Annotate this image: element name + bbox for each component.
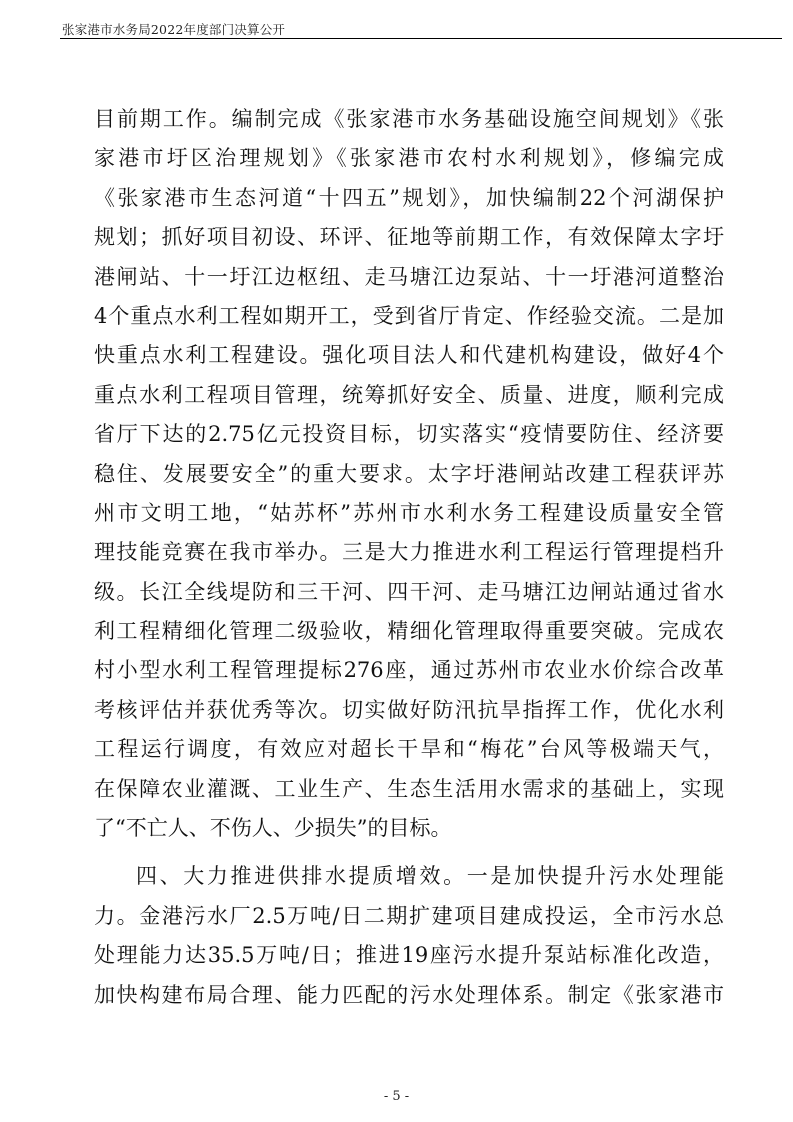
text-line: 四、大力推进供排水提质增效。一是加快提升污水处理能	[136, 864, 724, 889]
text-line: 4个重点水利工程如期开工，受到省厅肯定、作经验交流。二是加	[94, 303, 724, 328]
paragraph-2	[94, 857, 724, 1015]
text-line: 考核评估并获优秀等次。切实做好防汛抗旱指挥工作，优化水利	[94, 697, 724, 722]
text-line: 快重点水利工程建设。强化项目法人和代建机构建设，做好4个	[94, 343, 724, 368]
text-line: 州市文明工地，“姑苏杯”苏州市水利水务工程建设质量安全管	[94, 500, 724, 525]
page-number: - 5 -	[383, 1089, 410, 1104]
header-divider	[60, 38, 782, 39]
text-line: 理技能竞赛在我市举办。三是大力推进水利工程运行管理提档升	[94, 540, 724, 565]
paragraph-spacer	[94, 848, 724, 857]
text-line: 处理能力达35.5万吨/日；推进19座污水提升泵站标准化改造，	[94, 943, 724, 968]
text-line: 省厅下达的2.75亿元投资目标，切实落实“疫情要防住、经济要	[94, 422, 724, 447]
text-line: 级。长江全线堤防和三干河、四干河、走马塘江边闸站通过省水	[94, 579, 724, 604]
text-line: 加快构建布局合理、能力匹配的污水处理体系。制定《张家港市	[94, 982, 724, 1007]
text-line: 目前期工作。编制完成《张家港市水务基础设施空间规划》《张	[94, 107, 724, 131]
text-line: 村小型水利工程管理提标276座，通过苏州市农业水价综合改革	[94, 658, 724, 683]
text-line: 重点水利工程项目管理，统筹抓好安全、质量、进度，顺利完成	[94, 382, 724, 407]
text-line: 了“不亡人、不伤人、少损失”的目标。	[94, 816, 452, 841]
paragraph-1	[94, 100, 724, 848]
text-line: 规划；抓好项目初设、环评、征地等前期工作，有效保障太字圩	[94, 225, 724, 250]
text-line: 力。金港污水厂2.5万吨/日二期扩建项目建成投运，全市污水总	[94, 903, 724, 928]
page-header-title: 张家港市水务局2022年度部门决算公开	[62, 22, 286, 37]
text-line: 《张家港市生态河道“十四五”规划》，加快编制22个河湖保护	[94, 185, 724, 210]
text-line: 稳住、发展要安全”的重大要求。太字圩港闸站改建工程获评苏	[94, 461, 724, 486]
text-line: 利工程精细化管理二级验收，精细化管理取得重要突破。完成农	[94, 619, 724, 644]
text-line: 在保障农业灌溉、工业生产、生态生活用水需求的基础上，实现	[94, 776, 724, 801]
text-line: 工程运行调度，有效应对超长干旱和“梅花”台风等极端天气，	[94, 737, 724, 762]
text-line: 港闸站、十一圩江边枢纽、走马塘江边泵站、十一圩港河道整治	[94, 264, 724, 289]
text-line: 家港市圩区治理规划》《张家港市农村水利规划》，修编完成	[94, 146, 724, 171]
document-body	[94, 100, 724, 1015]
